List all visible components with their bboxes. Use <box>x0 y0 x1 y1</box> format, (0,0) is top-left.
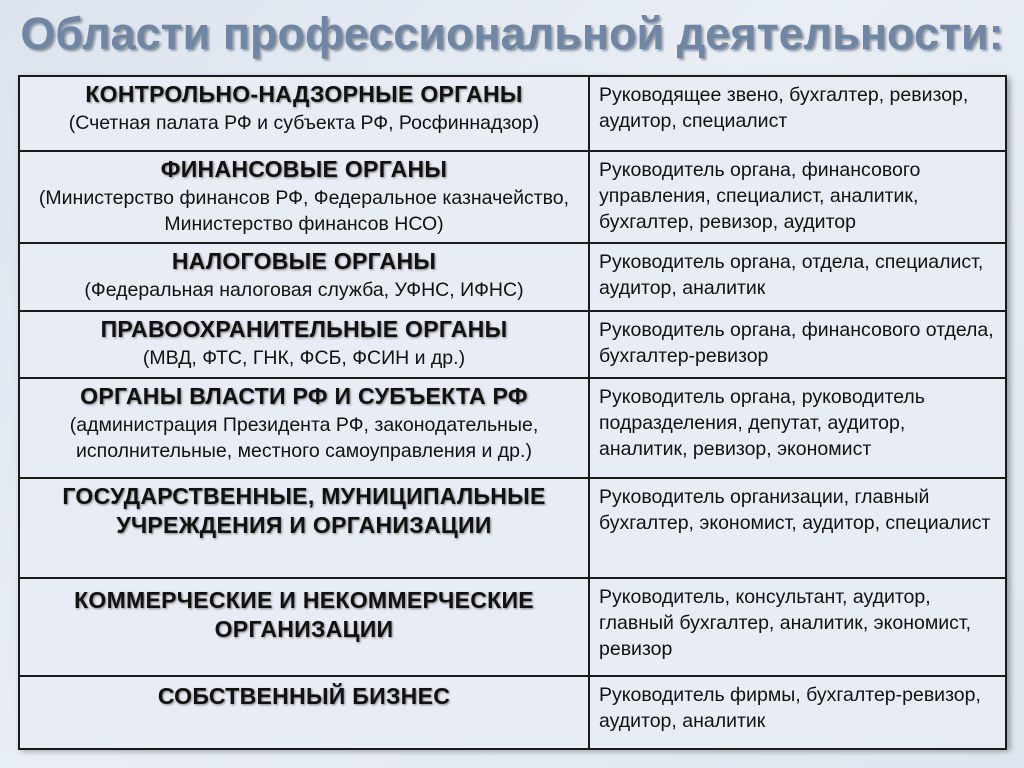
roles-cell: Руководитель организации, главный бухгалтер, экономист, аудитор, специалист <box>589 478 1006 578</box>
page-title: Области профессиональной деятельности: <box>20 8 1004 59</box>
organization-description: (Счетная палата РФ и субъекта РФ, Росфиннадзор) <box>68 112 540 134</box>
table-row <box>19 378 1006 478</box>
organization-cell <box>19 311 589 378</box>
organization-name: СОБСТВЕННЫЙ БИЗНЕС <box>157 683 451 709</box>
roles-cell: Руководитель органа, отдела, специалист, аудитор, аналитик <box>589 243 1006 311</box>
roles-cell: Руководитель фирмы, бухгалтер-ревизор, аудитор, аналитик <box>589 676 1006 749</box>
roles-cell: Руководитель органа, финансового управления, специалист, аналитик, бухгалтер, ревизор, аудитор <box>589 151 1006 243</box>
organization-cell <box>19 243 589 311</box>
organization-cell <box>19 378 589 478</box>
organization-cell <box>19 578 589 676</box>
organization-name: ПРАВООХРАНИТЕЛЬНЫЕ ОРГАНЫ <box>100 316 508 342</box>
organization-cell <box>19 676 589 749</box>
table-row <box>19 478 1006 578</box>
organization-description: (Министерство финансов РФ, Федеральное казначейство, Министерство финансов НСО) <box>38 187 570 235</box>
activity-table <box>18 75 1007 750</box>
organization-name: ГОСУДАРСТВЕННЫЕ, МУНИЦИПАЛЬНЫЕ УЧРЕЖДЕНИЯ И ОРГАНИЗАЦИИ <box>62 483 546 538</box>
organization-name: НАЛОГОВЫЕ ОРГАНЫ <box>171 248 437 274</box>
table-row <box>19 76 1006 151</box>
organization-name: ФИНАНСОВЫЕ ОРГАНЫ <box>160 156 448 182</box>
roles-cell: Руководитель органа, руководитель подразделения, депутат, аудитор, аналитик, ревизор, экономист <box>589 378 1006 478</box>
roles-cell: Руководитель, консультант, аудитор, главный бухгалтер, аналитик, экономист, ревизор <box>589 578 1006 676</box>
organization-name: ОРГАНЫ ВЛАСТИ РФ И СУБЪЕКТА РФ <box>80 383 528 409</box>
roles-cell: Руководитель органа, финансового отдела, бухгалтер-ревизор <box>589 311 1006 378</box>
activity-table-container <box>18 75 1007 748</box>
organization-description: (МВД, ФТС, ГНК, ФСБ, ФСИН и др.) <box>142 347 466 369</box>
organization-cell <box>19 151 589 243</box>
organization-description: (администрация Президента РФ, законодательные, исполнительные, местного самоуправления и др.) <box>69 414 539 462</box>
organization-cell <box>19 76 589 151</box>
table-row <box>19 578 1006 676</box>
organization-cell <box>19 478 589 578</box>
table-row <box>19 311 1006 378</box>
table-row <box>19 676 1006 749</box>
organization-name: КОММЕРЧЕСКИЕ И НЕКОММЕРЧЕСКИЕ ОРГАНИЗАЦИИ <box>74 587 534 642</box>
table-row <box>19 243 1006 311</box>
roles-cell: Руководящее звено, бухгалтер, ревизор, аудитор, специалист <box>589 76 1006 151</box>
organization-name: КОНТРОЛЬНО-НАДЗОРНЫЕ ОРГАНЫ <box>85 81 523 107</box>
organization-description: (Федеральная налоговая служба, УФНС, ИФНС) <box>84 279 524 301</box>
table-row <box>19 151 1006 243</box>
